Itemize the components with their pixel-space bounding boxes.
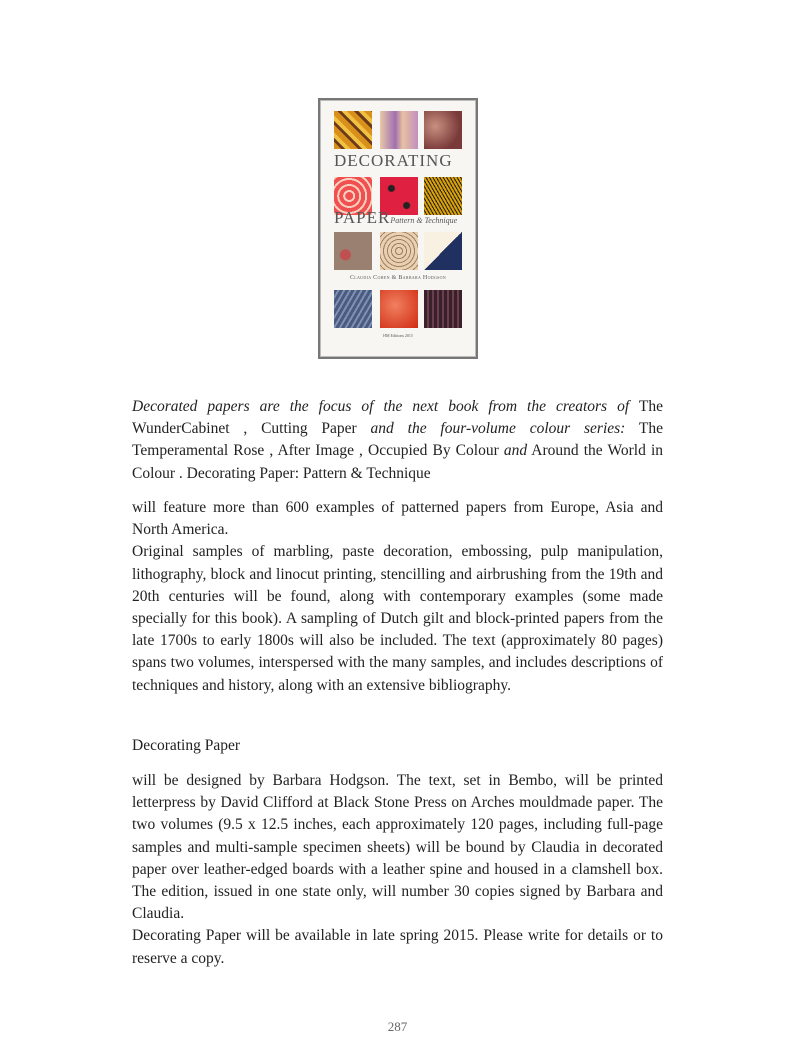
pattern-tile xyxy=(334,290,372,328)
pattern-tile xyxy=(380,111,418,149)
cover-title-2 xyxy=(334,208,490,228)
cover-subtitle: Pattern & Technique xyxy=(390,216,458,225)
pattern-tile xyxy=(380,232,418,270)
cover-title-1: DECORATING xyxy=(334,151,453,170)
paragraph: Decorating Paper will be available in late spring 2015. Please write for details or to reserve a copy. xyxy=(132,927,663,967)
intro-text: Decorated papers are the focus of the next book from the creators of xyxy=(132,398,630,415)
cover-publisher: HM Editions 2015 xyxy=(383,333,413,338)
pattern-tile xyxy=(334,232,372,270)
pattern-tile xyxy=(424,290,462,328)
pattern-tile xyxy=(380,290,418,328)
book-titles: The Temperamental Rose , After Image , Occupied By Colour xyxy=(132,420,663,460)
intro-paragraph xyxy=(132,396,663,485)
intro-text: and xyxy=(503,442,528,460)
pattern-tile xyxy=(334,111,372,149)
paragraph: will be designed by Barbara Hodgson. The text, set in Bembo, will be printed letterpress by David Clifford at Black Stone Press on Arches mouldmade paper. The two volumes (9.5 x 12.5 inches, each approximately 120 pages, including full-page samples and multi-sample specimen sheets) will be bound by Claudia in decorated paper over leather-edged boards with a leather spine and housed in a clamshell box. The edition, issued in one state only, will number 30 copies signed by Barbara and Claudia. xyxy=(132,772,663,923)
cover-authors: Claudia Cohen & Barbara Hodgson xyxy=(349,275,447,281)
paragraph: will feature more than 600 examples of patterned papers from Europe, Asia and North America. xyxy=(132,499,663,539)
pattern-tile xyxy=(424,111,462,149)
book-titles: Around the World in Colour . Decorating Paper: Pattern & Technique xyxy=(132,442,663,482)
pattern-tile xyxy=(424,232,462,270)
cover-title-paper: PAPER xyxy=(334,208,391,227)
paragraph: Original samples of marbling, paste decoration, embossing, pulp manipulation, lithography, block and linocut printing, stencilling and airbrushing from the 19th and 20th centuries will be found, along with contemporary examples (some made specially for this book). A sampling of Dutch gilt and block-printed papers from the late 1700s to early 1800s will also be included. The text (approximately 80 pages) spans two volumes, interspersed with the many samples, and includes descriptions of techniques and history, along with an extensive bibliography. xyxy=(132,543,663,694)
intro-text: and the four-volume colour series: xyxy=(370,420,626,438)
body-text-2 xyxy=(132,770,663,970)
section-heading: Decorating Paper xyxy=(132,737,241,754)
book-titles: The WunderCabinet , Cutting Paper xyxy=(132,398,663,438)
body-text xyxy=(132,497,663,697)
book-cover-image xyxy=(318,98,478,359)
page-number: 287 xyxy=(387,1019,408,1034)
